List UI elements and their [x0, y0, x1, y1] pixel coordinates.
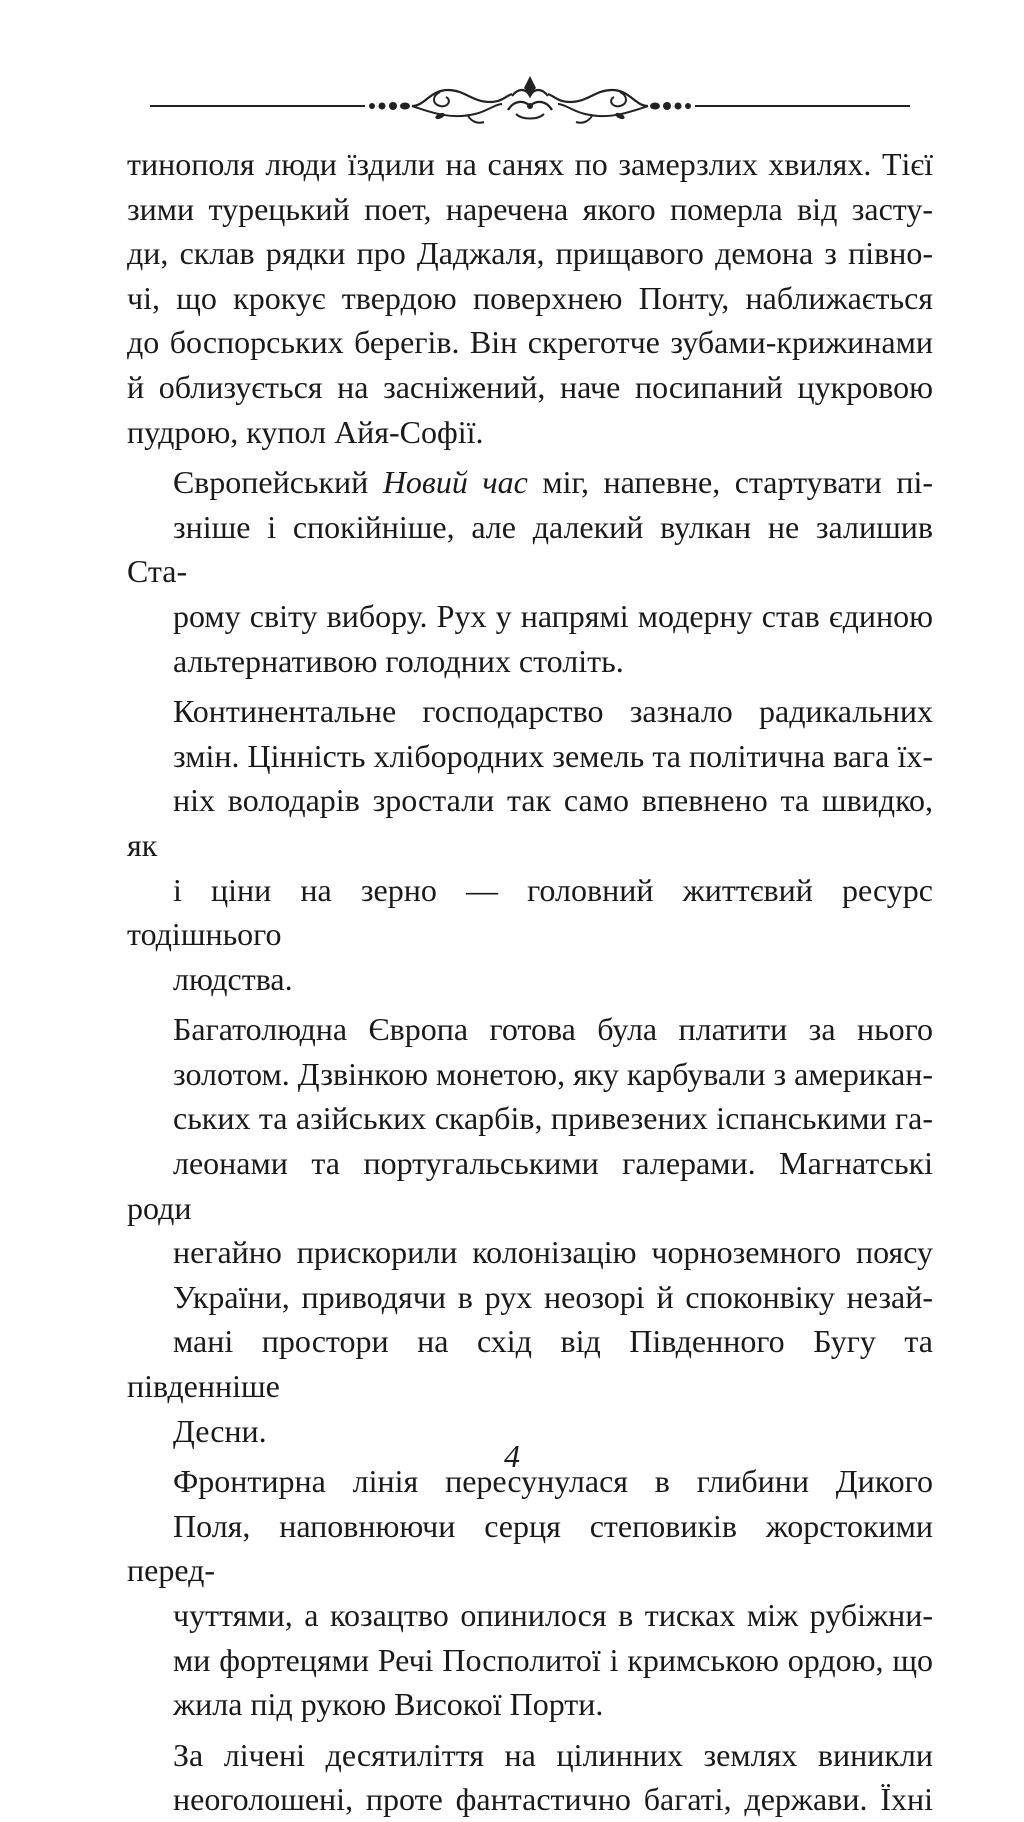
- text-line: і ціни на зерно — головний життєвий ресурс тодішнього: [127, 871, 933, 953]
- paragraph-5: [127, 1459, 933, 1727]
- paragraph-4: [127, 1007, 933, 1453]
- text-line: альтернативою голодних століть.: [173, 642, 624, 679]
- text-line: чуттями, а козацтво опинилося в тисках між рубіжни-: [173, 1597, 933, 1633]
- body-text: [127, 142, 933, 1822]
- text-line: й облизується на засніжений, наче посипаний цукровою: [127, 368, 933, 405]
- text-line: змін. Цінність хлібородних земель та політична вага їх-: [173, 737, 933, 774]
- paragraph-1: [127, 142, 933, 454]
- text-segment: міг, напевне, стартувати пі-: [527, 464, 934, 501]
- text-line: тинополя люди їздили на санях по замерзлих хвилях. Тієї: [127, 146, 933, 182]
- text-line: чі, що крокує твердою поверхнею Понту, наближається: [127, 279, 933, 316]
- text-line: ди, склав рядки про Даджаля, прищавого демона з півно-: [127, 235, 933, 272]
- text-line: ських та азійських скарбів, привезених іспанськими га-: [173, 1100, 933, 1137]
- text-line: негайно прискорили колонізацію чорноземного поясу: [173, 1234, 933, 1271]
- text-line: ніх володарів зростали так само впевнено та швидко, як: [127, 782, 933, 863]
- text-line: золотом. Дзвінкою монетою, яку карбували з американ-: [173, 1055, 933, 1092]
- text-line: Багатолюдна Європа готова була платити за нього: [173, 1011, 933, 1048]
- text-line: мані простори на схід від Південного Бугу та південніше: [127, 1323, 933, 1405]
- text-line: Десни.: [173, 1412, 267, 1449]
- text-line: ми фортецями Речі Посполитої і кримською ордою, що: [173, 1641, 933, 1678]
- text-line: [127, 460, 933, 505]
- text-line: За лічені десятиліття на цілинних землях виникли: [173, 1736, 933, 1773]
- text-segment: Європейський: [173, 464, 383, 501]
- header-ornament-icon: [150, 70, 910, 130]
- text-line: зніше і спокійніше, але далекий вулкан не залишив Ста-: [127, 508, 933, 590]
- text-line: леонами та португальськими галерами. Магнатські роди: [127, 1145, 933, 1226]
- text-line: до боспорських берегів. Він скреготче зубами-крижинами: [127, 324, 933, 361]
- italic-term: Новий час: [382, 464, 528, 501]
- paragraph-2: [127, 460, 933, 683]
- paragraph-6: [127, 1733, 933, 1822]
- text-line: Фронтирна лінія пересунулася в глибини Дикого: [173, 1463, 933, 1500]
- text-line: зими турецький поет, наречена якого померла від засту-: [127, 190, 933, 227]
- text-line: України, приводячи в рух неозорі й споконвіку незай-: [173, 1278, 933, 1315]
- text-line: жила під рукою Високої Порти.: [173, 1686, 604, 1723]
- paragraph-3: [127, 689, 933, 1001]
- text-line: Континентальне господарство зазнало радикальних: [173, 693, 933, 730]
- text-line: рому світу вибору. Рух у напрямі модерну став єдиною: [173, 597, 933, 634]
- text-line: пудрою, купол Айя-Софії.: [127, 413, 484, 450]
- text-line: неоголошені, проте фантастично багаті, держави. Їхні: [173, 1781, 933, 1818]
- text-line: людства.: [173, 960, 293, 997]
- page-number: 4: [504, 1438, 520, 1474]
- text-line: Поля, наповнюючи серця степовиків жорстокими перед-: [127, 1507, 933, 1589]
